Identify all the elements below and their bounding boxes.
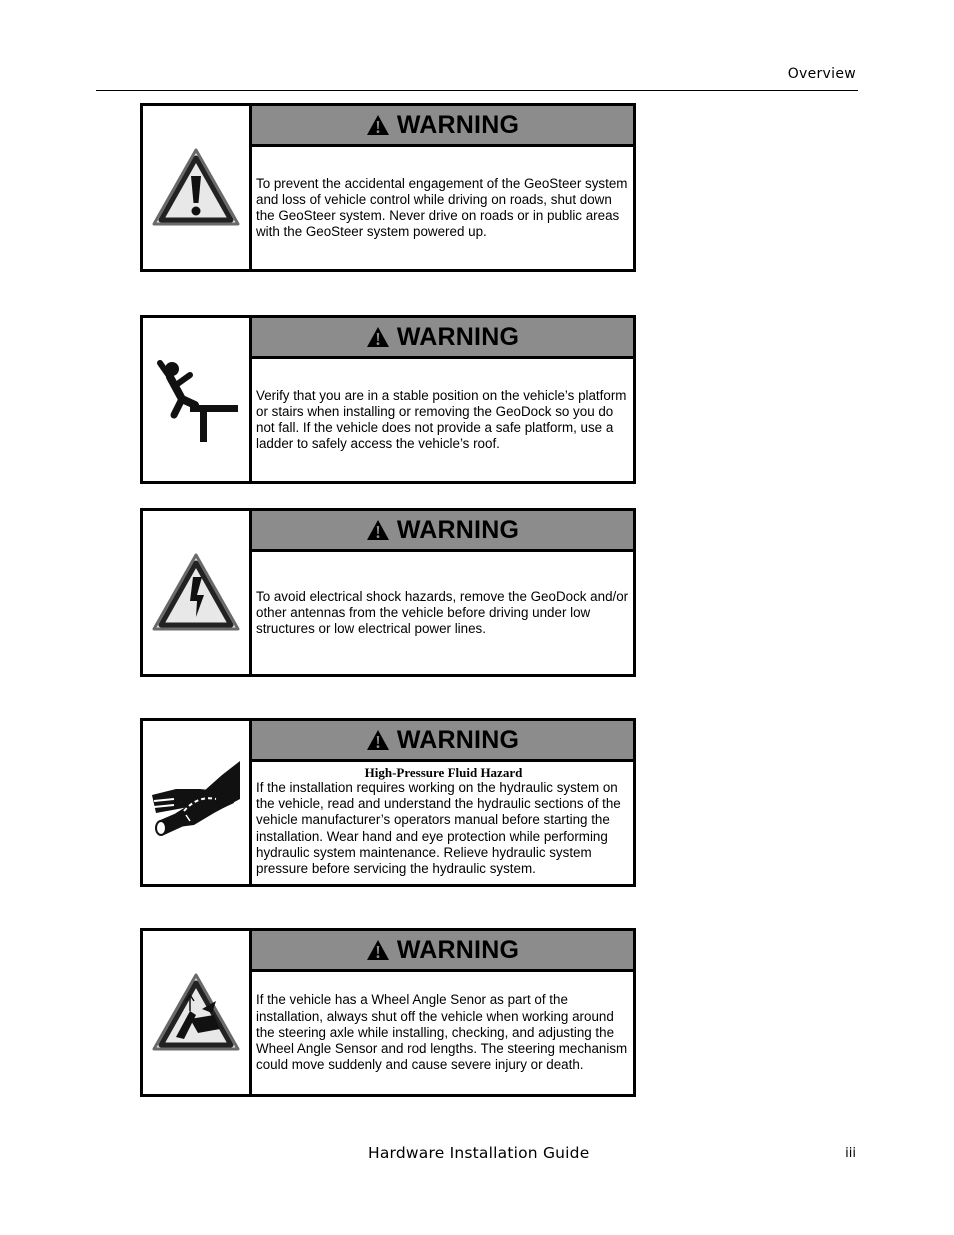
footer-document-title: Hardware Installation Guide (368, 1144, 590, 1162)
warning-icon-cell (143, 511, 252, 674)
crush-hazard-icon (150, 971, 242, 1055)
warning-label: WARNING (396, 935, 520, 964)
footer-page-number: iii (845, 1146, 856, 1161)
warning-triangle-icon (366, 326, 390, 348)
warning-triangle-icon (366, 519, 390, 541)
warning-box-hydraulic (140, 718, 636, 887)
warning-label: WARNING (396, 725, 520, 754)
warning-banner (252, 318, 633, 359)
warning-triangle-icon (366, 729, 390, 751)
fall-hazard-icon (150, 355, 242, 445)
warning-triangle-icon (366, 939, 390, 961)
header-rule (96, 90, 858, 91)
warning-triangle-icon (366, 114, 390, 136)
warning-text: To prevent the accidental engagement of the GeoSteer system and loss of vehicle control while driving on roads, shut down the GeoSteer system. Never drive on roads or in public areas with the GeoSteer system powered up. (256, 175, 628, 240)
electrical-shock-icon (150, 551, 242, 635)
warning-body (252, 762, 633, 884)
warning-text: If the installation requires working on the hydraulic system on the vehicle, read and understand the hydraulic sections of the vehicle manufacturer’s operators manual before starting the installation. Wear hand and eye protection while performing hydraulic system maintenance. Relieve hydraulic system pressure before servicing the hydraulic system. (256, 780, 621, 877)
running-header-section: Overview (787, 66, 856, 82)
warning-label: WARNING (396, 515, 520, 544)
warning-icon-cell (143, 931, 252, 1094)
warning-text: Verify that you are in a stable position on the vehicle’s platform or stairs when installing or removing the GeoDock so you do not fall. If the vehicle does not provide a safe platform, use a ladder to safely access the vehicle’s roof. (256, 387, 627, 452)
warning-banner (252, 931, 633, 972)
warning-banner (252, 106, 633, 147)
exclamation-triangle-icon (150, 146, 242, 230)
warning-text: To avoid electrical shock hazards, remove the GeoDock and/or other antennas from the vehicle before driving under low structures or low electrical power lines. (256, 588, 629, 637)
warning-label: WARNING (396, 322, 520, 351)
warning-icon-cell (143, 106, 252, 269)
warning-text: If the vehicle has a Wheel Angle Senor as part of the installation, always shut off the vehicle when working around the steering axle while installing, checking, and adjusting the Wheel Angle Sensor and rod lengths. The steering mechanism could move suddenly and cause severe injury or death. (256, 992, 628, 1073)
warning-banner (252, 721, 633, 762)
hazard-subtitle: High-Pressure Fluid Hazard (364, 765, 523, 780)
warning-box-engagement (140, 103, 636, 272)
warning-banner (252, 511, 633, 552)
warning-label: WARNING (396, 110, 520, 139)
warning-box-steering (140, 928, 636, 1097)
high-pressure-fluid-icon (148, 755, 244, 851)
warning-box-fall (140, 315, 636, 484)
warning-box-electrical (140, 508, 636, 677)
warning-icon-cell (143, 721, 252, 884)
warning-icon-cell (143, 318, 252, 481)
